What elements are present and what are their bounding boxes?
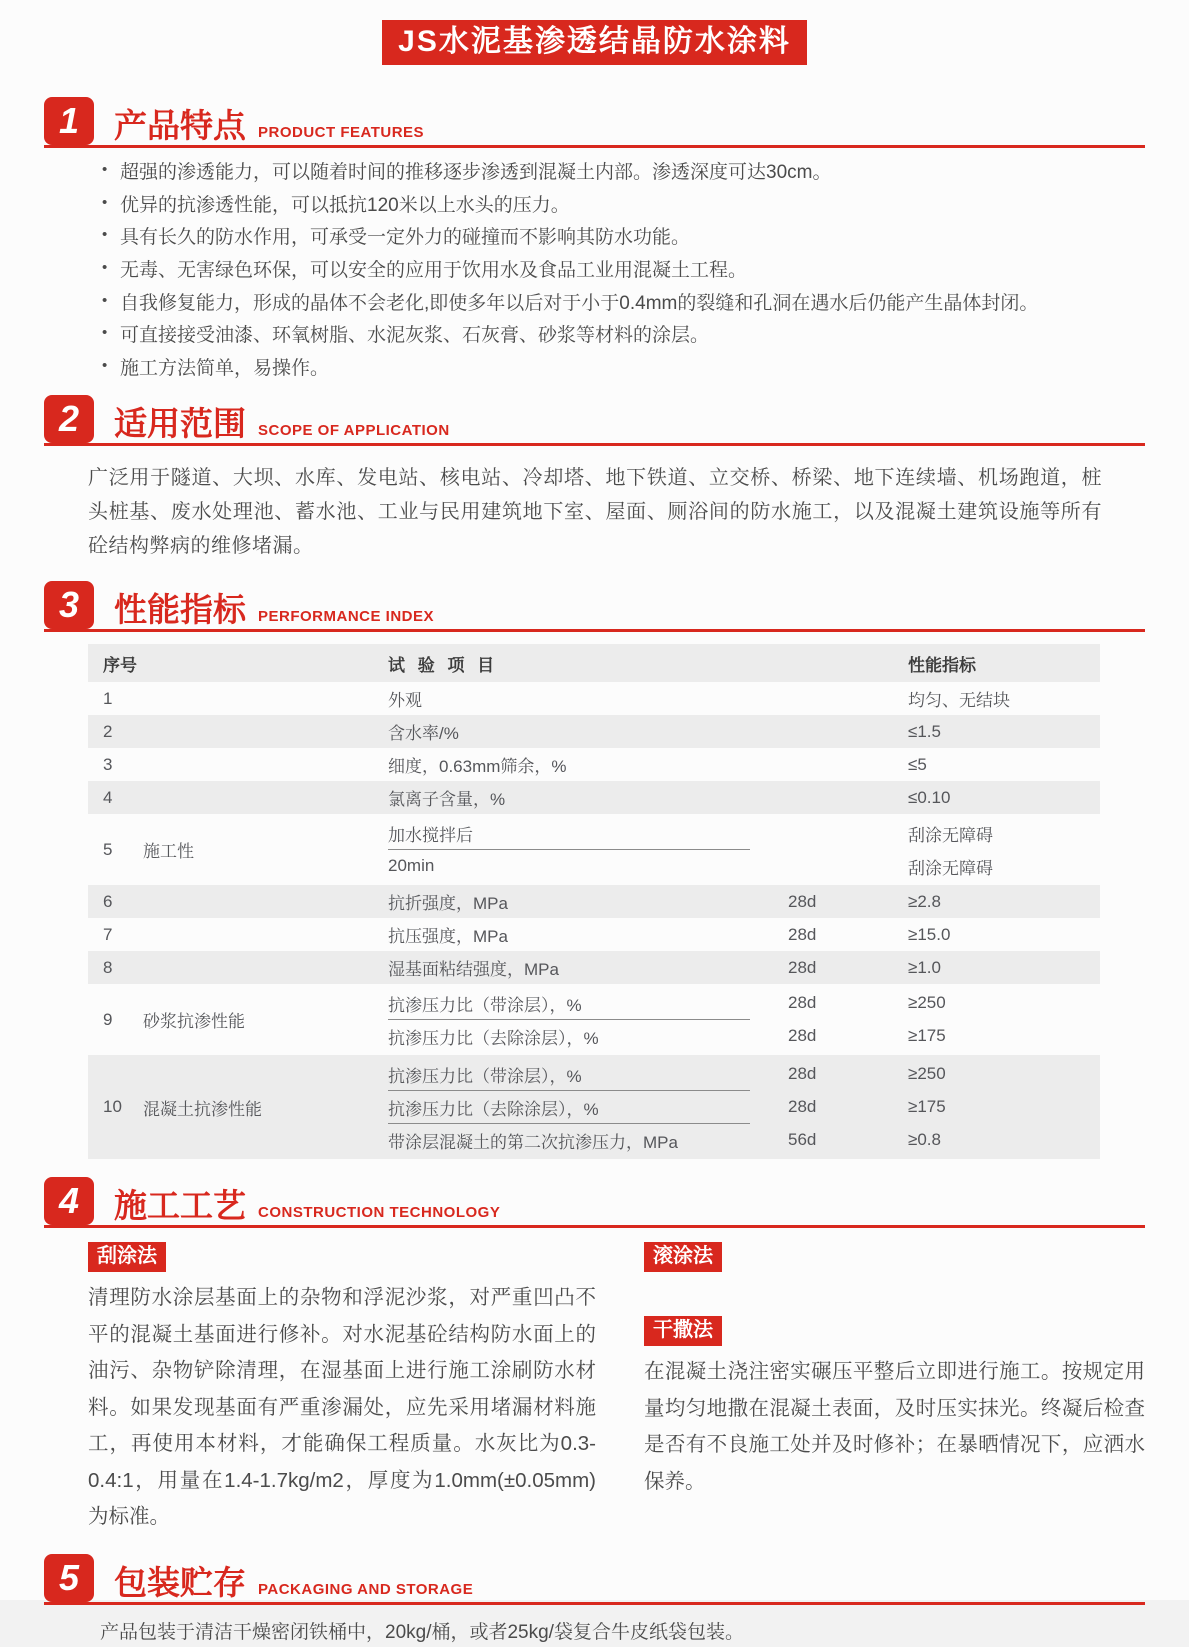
table-row — [88, 748, 1100, 781]
cell-no: 10 — [103, 1097, 122, 1117]
feature-item: • 自我修复能力，形成的晶体不会老化,即使多年以后对于小于0.4mm的裂缝和孔洞在遇水后仍能产生晶体封闭。 — [100, 291, 1145, 317]
section-title-scope: 适用范围 — [114, 405, 246, 443]
table-row — [88, 918, 1100, 951]
table-row — [88, 715, 1100, 748]
cell-index: 均匀、无结块 — [908, 691, 1010, 711]
cell-item: 外观 — [388, 691, 422, 711]
cell-no: 8 — [103, 957, 113, 977]
section-subtitle-construction: CONSTRUCTION TECHNOLOGY — [258, 1204, 501, 1222]
section-head-packaging — [44, 1554, 1145, 1605]
dry-method-text: 在混凝土浇注密实碾压平整后立即进行施工。按规定用量均匀地撒在混凝土表面，及时压实抹光。终凝后检查是否有不良施工处并及时修补；在暴晒情况下，应洒水保养。 — [644, 1360, 1145, 1493]
spacer — [644, 1272, 1145, 1316]
section-number-3: 3 — [44, 581, 94, 629]
scrape-method-block — [88, 1242, 596, 1535]
table-row-group — [88, 814, 1100, 885]
section-head-performance — [44, 581, 1145, 632]
section-number-4: 4 — [44, 1177, 94, 1225]
section-subtitle-features: PRODUCT FEATURES — [258, 124, 425, 141]
construction-methods — [88, 1242, 1145, 1535]
table-sub-row — [388, 1058, 1100, 1090]
scrape-method-text: 清理防水涂层基面上的杂物和浮泥沙浆，对严重凹凸不平的混凝土基面进行修补。对水泥基砼结构防水面上的油污、杂物铲除清理，在湿基面上进行施工涂刷防水材料。如果发现基面有严重渗漏处，应先采用堵漏材料施工，再使用本材料，才能确保工程质量。水灰比为0.3-0.4:1，用量在1.4-1.7kg/m2，厚度为1.0mm(±0.05mm)为标准。 — [88, 1286, 596, 1529]
cell-no: 6 — [103, 891, 113, 911]
cell-index: ≤1.5 — [908, 721, 941, 741]
header-index: 性能指标 — [908, 655, 976, 675]
cell-no: 9 — [103, 1009, 113, 1029]
section-title-features: 产品特点 — [114, 107, 246, 144]
cell-item: 带涂层混凝土的第二次抗渗压力，MPa — [388, 1132, 678, 1152]
section-number-2: 2 — [44, 395, 94, 443]
header-item: 试 验 项 目 — [388, 655, 499, 675]
table-row — [88, 781, 1100, 814]
table-sub-row — [388, 850, 1100, 882]
cell-item: 湿基面粘结强度，MPa — [388, 960, 559, 980]
cell-age: 28d — [788, 924, 817, 944]
section-subtitle-packaging: PACKAGING AND STORAGE — [258, 1580, 474, 1598]
section-title-packaging: 包装贮存 — [114, 1563, 246, 1601]
cell-item: 细度，0.63mm筛余，% — [388, 757, 567, 777]
cell-age: 28d — [788, 957, 817, 977]
table-row-group — [88, 984, 1100, 1055]
cell-item: 抗渗压力比（去除涂层），% — [388, 1028, 599, 1048]
cell-no: 1 — [103, 688, 113, 708]
product-title: JS水泥基渗透结晶防水涂料 — [382, 20, 807, 65]
cell-no: 7 — [103, 924, 113, 944]
section-head-features — [44, 97, 1145, 148]
cell-age: 28d — [788, 891, 817, 911]
section-title-construction: 施工工艺 — [114, 1187, 246, 1225]
section-head-construction — [44, 1177, 1145, 1228]
section-subtitle-performance: PERFORMANCE INDEX — [258, 608, 435, 626]
cell-age: 56d — [788, 1130, 817, 1150]
feature-item: • 超强的渗透能力，可以随着时间的推移逐步渗透到混凝土内部。渗透深度可达30cm。 — [100, 160, 1145, 186]
cell-item: 氯离子含量，% — [388, 790, 506, 810]
table-sub-row — [388, 817, 1100, 849]
cell-category: 混凝土抗渗性能 — [143, 1099, 262, 1119]
roll-dry-method-block — [644, 1242, 1145, 1535]
cell-age: 28d — [788, 1097, 817, 1117]
cell-index: 刮涂无障碍 — [908, 825, 993, 845]
cell-index: ≤0.10 — [908, 787, 951, 807]
cell-category: 施工性 — [143, 842, 194, 862]
cell-no: 3 — [103, 754, 113, 774]
section-title-performance: 性能指标 — [114, 591, 246, 629]
feature-item: • 具有长久的防水作用，可承受一定外力的碰撞而不影响其防水功能。 — [100, 225, 1145, 251]
sub-rows — [388, 984, 1100, 1055]
feature-item: • 施工方法简单，易操作。 — [100, 356, 1145, 382]
cell-index: ≥175 — [908, 1097, 946, 1117]
performance-table — [88, 644, 1100, 1159]
cell-category: 砂浆抗渗性能 — [143, 1012, 245, 1032]
cell-item: 抗渗压力比（带涂层），% — [388, 1066, 582, 1086]
table-sub-row — [388, 1091, 1100, 1123]
cell-index: ≥15.0 — [908, 924, 951, 944]
cell-item: 抗渗压力比（带涂层），% — [388, 995, 582, 1015]
section-head-scope — [44, 395, 1145, 446]
cell-age: 28d — [788, 993, 817, 1013]
feature-item: • 无毒、无害绿色环保，可以安全的应用于饮用水及食品工业用混凝土工程。 — [100, 258, 1145, 284]
table-sub-row — [388, 987, 1100, 1019]
cell-index: 刮涂无障碍 — [908, 858, 993, 878]
cell-index: ≥250 — [908, 1064, 946, 1084]
cell-item: 抗渗压力比（去除涂层），% — [388, 1099, 599, 1119]
cell-age: 28d — [788, 1064, 817, 1084]
cell-index: ≥1.0 — [908, 957, 941, 977]
cell-item: 抗折强度，MPa — [388, 894, 508, 914]
cell-index: ≥2.8 — [908, 891, 941, 911]
cell-index: ≥175 — [908, 1026, 946, 1046]
dry-method-badge: 干撒法 — [644, 1316, 722, 1346]
cell-no: 4 — [103, 787, 113, 807]
table-row — [88, 885, 1100, 918]
table-sub-row — [388, 1124, 1100, 1156]
cell-index: ≥250 — [908, 993, 946, 1013]
packaging-paragraph: 产品包装于清洁干燥密闭铁桶中，20kg/桶，或者25kg/袋复合牛皮纸袋包装。 — [100, 1621, 744, 1643]
section-number-1: 1 — [44, 97, 94, 145]
cell-item: 抗压强度，MPa — [388, 927, 508, 947]
feature-item: • 优异的抗渗透性能，可以抵抗120米以上水头的压力。 — [100, 193, 1145, 219]
feature-list — [100, 160, 1145, 381]
cell-no: 5 — [103, 839, 113, 859]
table-sub-row — [388, 1020, 1100, 1052]
section-number-5: 5 — [44, 1554, 94, 1602]
table-row — [88, 951, 1100, 984]
section-subtitle-scope: SCOPE OF APPLICATION — [258, 422, 450, 440]
header-no: 序号 — [103, 655, 137, 675]
cell-index: ≥0.8 — [908, 1130, 941, 1150]
table-header-row — [88, 644, 1100, 682]
cell-no: 2 — [103, 721, 113, 741]
cell-age: 28d — [788, 1026, 817, 1046]
roll-method-badge: 滚涂法 — [644, 1242, 722, 1272]
table-row-group — [88, 1055, 1100, 1159]
title-banner — [44, 0, 1145, 65]
cell-item: 含水率/% — [388, 724, 459, 744]
scope-paragraph: 广泛用于隧道、大坝、水库、发电站、核电站、冷却塔、地下铁道、立交桥、桥梁、地下连续墙、机场跑道，桩头桩基、废水处理池、蓄水池、工业与民用建筑地下室、屋面、厕浴间的防水施工，以及混凝土建筑设施等所有砼结构弊病的维修堵漏。 — [88, 467, 1102, 557]
sub-rows — [388, 814, 1100, 885]
cell-index: ≤5 — [908, 754, 927, 774]
scrape-method-badge: 刮涂法 — [88, 1242, 166, 1272]
cell-item: 20min — [388, 856, 435, 876]
sub-rows — [388, 1055, 1100, 1159]
table-row — [88, 682, 1100, 715]
feature-item: • 可直接接受油漆、环氧树脂、水泥灰浆、石灰膏、砂浆等材料的涂层。 — [100, 323, 1145, 349]
cell-item: 加水搅拌后 — [388, 825, 473, 845]
